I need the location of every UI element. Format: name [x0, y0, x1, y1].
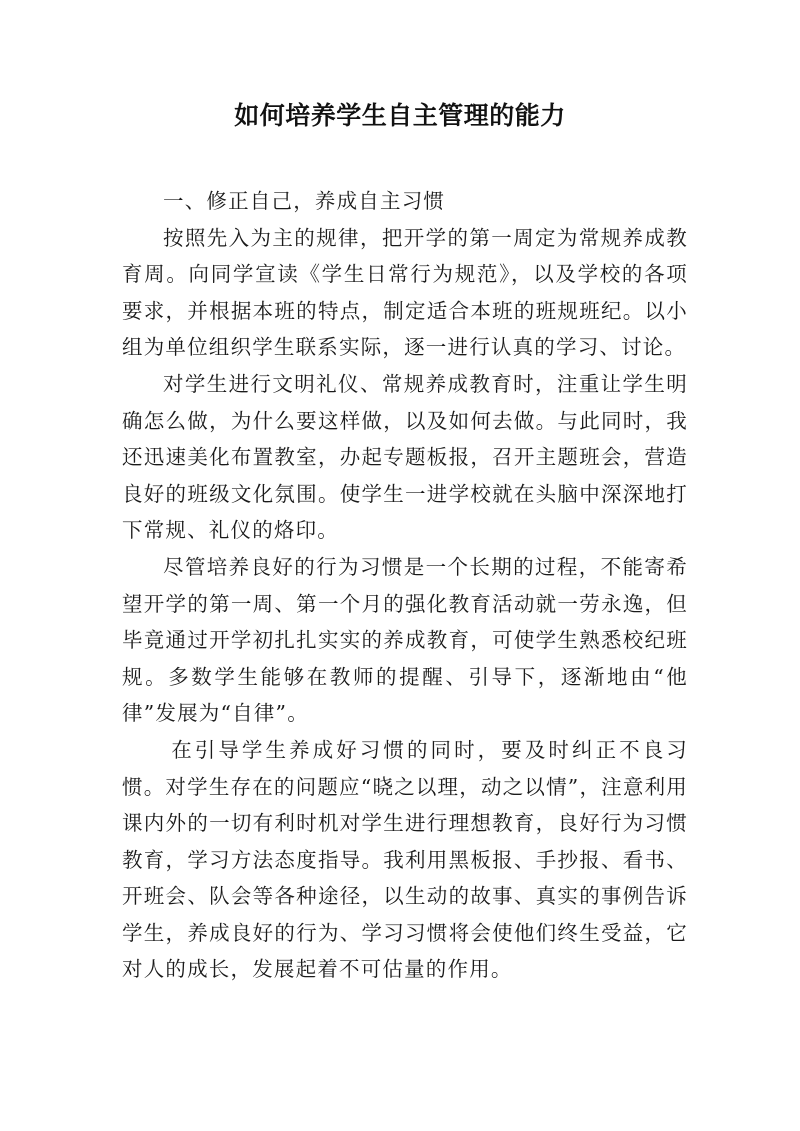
- paragraph-4: 在引导学生养成好习惯的同时，要及时纠正不良习惯。对学生存在的问题应“晓之以理，动之以情”，注意利用课内外的一切有利时机对学生进行理想教育，良好行为习惯教育，学习方法态度指导。我利用黑板报、手抄报、看书、开班会、队会等各种途径，以生动的故事、真实的事例告诉学生，养成良好的行为、学习习惯将会使他们终生受益，它对人的成长，发展起着不可估量的作用。: [122, 737, 688, 982]
- paragraph-1: 按照先入为主的规律，把开学的第一周定为常规养成教育周。向同学宣读《学生日常行为规范》，以及学校的各项要求，并根据本班的特点，制定适合本班的班规班纪。以小组为单位组织学生联系实际，逐一进行认真的学习、讨论。: [122, 225, 688, 360]
- section-heading: 一、修正自己，养成自主习惯: [163, 189, 446, 213]
- paragraph-3: 尽管培养良好的行为习惯是一个长期的过程，不能寄希望开学的第一周、第一个月的强化教育活动就一劳永逸，但毕竟通过开学初扎扎实实的养成教育，可使学生熟悉校纪班规。多数学生能够在教师的提醒、引导下，逐渐地由“他律”发展为“自律”。: [122, 554, 688, 726]
- paragraph-2: 对学生进行文明礼仪、常规养成教育时，注重让学生明确怎么做，为什么要这样做，以及如何去做。与此同时，我还迅速美化布置教室，办起专题板报，召开主题班会，营造良好的班级文化氛围。使学生一进学校就在头脑中深深地打下常规、礼仪的烙印。: [122, 371, 688, 543]
- document-title: 如何培养学生自主管理的能力: [234, 101, 566, 130]
- document-body: [122, 183, 688, 988]
